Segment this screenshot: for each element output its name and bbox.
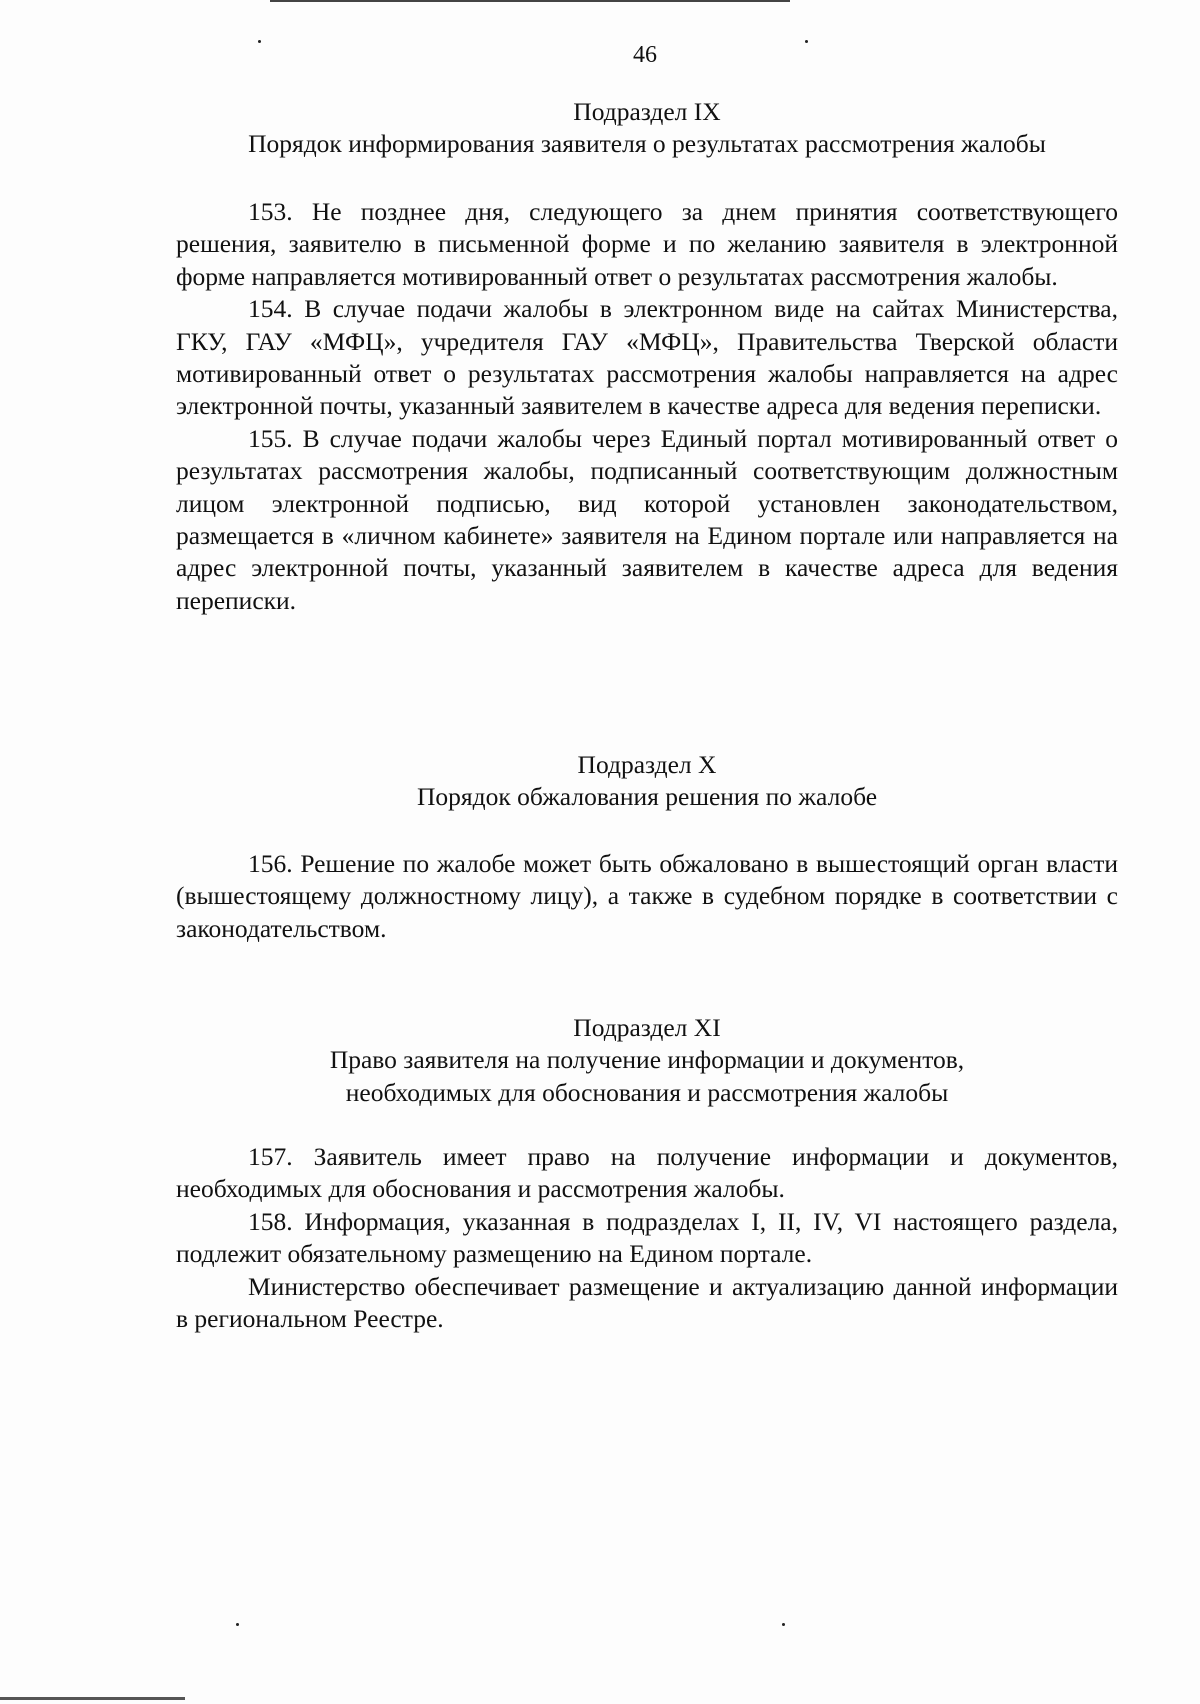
- subsection-heading-9: [176, 96, 1118, 161]
- subsection-label: Подраздел IX: [573, 97, 721, 126]
- paragraph-157: 157. Заявитель имеет право на получение информации и документов, необходимых для обоснования и рассмотрения жалобы.: [176, 1142, 1118, 1204]
- paragraph-155: 155. В случае подачи жалобы через Единый портал мотивированный ответ о результатах рассмотрения жалобы, подписанный соответствующим должностным лицом электронной подписью, вид которой установлен законодательством, размещается в «личном кабинете» заявителя на Едином портале или направляется на адрес электронной почты, указанный заявителем в качестве адреса для ведения переписки.: [176, 423, 1118, 615]
- subsection-body-11: [176, 1141, 1118, 1335]
- paragraph-156: 156. Решение по жалобе может быть обжаловано в вышестоящий орган власти (вышестоящему должностному лицу), а также в судебном порядке в соответствии с законодательством.: [176, 849, 1118, 943]
- page-number: 46: [633, 42, 657, 68]
- subsection-label: Подраздел X: [577, 750, 717, 779]
- scan-artifact-bottom-line: [0, 1697, 185, 1700]
- paragraph-153: 153. Не позднее дня, следующего за днем принятия соответствующего решения, заявителю в письменной форме и по желанию заявителя в электронной форме направляется мотивированный ответ о результатах рассмотрения жалобы.: [176, 197, 1118, 291]
- subsection-label: Подраздел XI: [573, 1013, 721, 1042]
- scan-speck: [236, 1623, 239, 1626]
- subsection-title-line-2: необходимых для обоснования и рассмотрения жалобы: [345, 1077, 949, 1107]
- paragraph-158-continuation: Министерство обеспечивает размещение и актуализацию данной информации в региональном Реестре.: [176, 1271, 1118, 1334]
- subsection-title-line-1: Право заявителя на получение информации и документов,: [329, 1045, 965, 1075]
- subsection-heading-10: [176, 749, 1118, 814]
- subsection-title: Порядок обжалования решения по жалобе: [416, 782, 878, 812]
- subsection-heading-11: [176, 1012, 1118, 1109]
- subsection-body-10: [176, 848, 1118, 945]
- paragraph-158: 158. Информация, указанная в подразделах I, II, IV, VI настоящего раздела, подлежит обязательному размещению на Едином портале.: [176, 1206, 1118, 1269]
- paragraph-154: 154. В случае подачи жалобы в электронном виде на сайтах Министерства, ГКУ, ГАУ «МФЦ», учредителя ГАУ «МФЦ», Правительства Тверской области мотивированный ответ о результатах рассмотрения жалобы направляется на адрес электронной почты, указанный заявителем в качестве адреса для ведения переписки.: [176, 294, 1118, 421]
- subsection-body-9: [176, 196, 1118, 617]
- subsection-title: Порядок информирования заявителя о результатах рассмотрения жалобы: [248, 129, 1046, 159]
- scan-artifact-top-line: [270, 0, 790, 2]
- scan-speck: [782, 1623, 785, 1626]
